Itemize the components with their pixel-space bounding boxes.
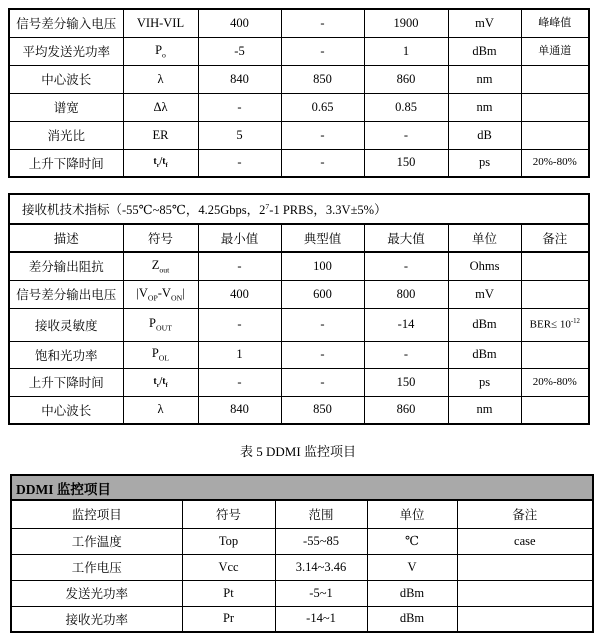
typ-value: - xyxy=(281,149,364,177)
column-header: 备注 xyxy=(457,500,593,528)
max-value: 150 xyxy=(364,368,448,396)
param-name: 谱宽 xyxy=(9,93,123,121)
table-row xyxy=(9,37,589,65)
remark xyxy=(521,280,589,308)
param-symbol: Δλ xyxy=(123,93,198,121)
remark: 20%-80% xyxy=(521,149,589,177)
typ-value: - xyxy=(281,368,364,396)
table-row xyxy=(9,368,589,396)
table-row xyxy=(9,308,589,341)
unit: nm xyxy=(448,93,521,121)
range-value: -55~85 xyxy=(275,528,367,554)
min-value: 400 xyxy=(198,280,281,308)
max-value: - xyxy=(364,341,448,368)
remark xyxy=(521,121,589,149)
column-header: 符号 xyxy=(182,500,275,528)
column-header: 描述 xyxy=(9,224,123,252)
table-caption: 表 5 DDMI 监控项目 xyxy=(240,444,356,459)
min-value: - xyxy=(198,368,281,396)
table-header-row xyxy=(9,224,589,252)
unit: ps xyxy=(448,149,521,177)
max-value: 150 xyxy=(364,149,448,177)
param-symbol: VIH-VIL xyxy=(123,9,198,37)
table-row xyxy=(9,341,589,368)
table-row xyxy=(11,580,593,606)
column-header: 备注 xyxy=(521,224,589,252)
param-name: 上升下降时间 xyxy=(9,368,123,396)
max-value: 860 xyxy=(364,65,448,93)
remark: 峰峰值 xyxy=(521,9,589,37)
min-value: 400 xyxy=(198,9,281,37)
param-symbol: λ xyxy=(123,396,198,424)
param-name: 中心波长 xyxy=(9,65,123,93)
remark xyxy=(521,65,589,93)
min-value: - xyxy=(198,93,281,121)
range-value: 3.14~3.46 xyxy=(275,554,367,580)
table-header-row xyxy=(11,500,593,528)
table-row xyxy=(9,121,589,149)
max-value: 860 xyxy=(364,396,448,424)
max-value: 0.85 xyxy=(364,93,448,121)
max-value: -14 xyxy=(364,308,448,341)
max-value: 800 xyxy=(364,280,448,308)
column-header: 典型值 xyxy=(281,224,364,252)
min-value: 840 xyxy=(198,396,281,424)
table-row xyxy=(11,528,593,554)
remark: 单通道 xyxy=(521,37,589,65)
param-symbol: ER xyxy=(123,121,198,149)
min-value: 5 xyxy=(198,121,281,149)
typ-value: - xyxy=(281,9,364,37)
param-name: 上升下降时间 xyxy=(9,149,123,177)
document-page xyxy=(0,8,603,633)
typ-value: - xyxy=(281,341,364,368)
unit: dBm xyxy=(448,37,521,65)
table-row xyxy=(9,252,589,280)
monitor-item: 工作温度 xyxy=(11,528,182,554)
param-symbol: $|V_{OP}-V_{ON}|$ xyxy=(123,280,198,308)
max-value: 1 xyxy=(364,37,448,65)
unit: V xyxy=(367,554,457,580)
table-title-row xyxy=(9,194,589,224)
param-symbol: Vcc xyxy=(182,554,275,580)
column-header: 符号 xyxy=(123,224,198,252)
unit: ps xyxy=(448,368,521,396)
remark xyxy=(521,252,589,280)
param-name: 平均发送光功率 xyxy=(9,37,123,65)
unit: dBm xyxy=(448,308,521,341)
column-header: 监控项目 xyxy=(11,500,182,528)
table-row xyxy=(9,149,589,177)
monitor-item: 发送光功率 xyxy=(11,580,182,606)
max-value: 1900 xyxy=(364,9,448,37)
ddmi-table xyxy=(10,474,594,633)
remark xyxy=(521,93,589,121)
param-symbol: $t_r/t_f$ xyxy=(123,368,198,396)
typ-value: - xyxy=(281,37,364,65)
param-symbol: $P_{OUT}$ xyxy=(123,308,198,341)
column-header: 最小值 xyxy=(198,224,281,252)
remark xyxy=(521,341,589,368)
transmitter-spec-table xyxy=(8,8,590,178)
unit: dBm xyxy=(367,606,457,632)
remark xyxy=(457,554,593,580)
column-header: 最大值 xyxy=(364,224,448,252)
param-symbol: $P_o$ xyxy=(123,37,198,65)
unit: mV xyxy=(448,280,521,308)
table-row xyxy=(9,93,589,121)
param-name: 差分输出阻抗 xyxy=(9,252,123,280)
monitor-item: 工作电压 xyxy=(11,554,182,580)
param-symbol: $P_{OL}$ xyxy=(123,341,198,368)
typ-value: - xyxy=(281,308,364,341)
range-value: -5~1 xyxy=(275,580,367,606)
remark: 20%-80% xyxy=(521,368,589,396)
typ-value: 850 xyxy=(281,65,364,93)
unit: dBm xyxy=(448,341,521,368)
column-header: 范围 xyxy=(275,500,367,528)
remark xyxy=(521,396,589,424)
column-header: 单位 xyxy=(367,500,457,528)
param-name: 消光比 xyxy=(9,121,123,149)
param-symbol: Pt xyxy=(182,580,275,606)
unit: dB xyxy=(448,121,521,149)
remark xyxy=(457,606,593,632)
table-row xyxy=(11,606,593,632)
monitor-item: 接收光功率 xyxy=(11,606,182,632)
min-value: - xyxy=(198,308,281,341)
min-value: 840 xyxy=(198,65,281,93)
table-row xyxy=(9,9,589,37)
column-header: 单位 xyxy=(448,224,521,252)
remark xyxy=(457,580,593,606)
unit: mV xyxy=(448,9,521,37)
typ-value: - xyxy=(281,121,364,149)
table-row xyxy=(11,554,593,580)
receiver-table-title: 接收机技术指标（-55℃~85℃，4.25Gbps，$2^7-1$ PRBS，3.3V±5%） xyxy=(9,194,589,224)
typ-value: 100 xyxy=(281,252,364,280)
remark: $BER\le 10^{-12}$ xyxy=(521,308,589,341)
min-value: - xyxy=(198,149,281,177)
unit: Ohms xyxy=(448,252,521,280)
param-symbol: $Z_{out}$ xyxy=(123,252,198,280)
table-row xyxy=(9,280,589,308)
param-name: 信号差分输出电压 xyxy=(9,280,123,308)
min-value: - xyxy=(198,252,281,280)
unit: nm xyxy=(448,396,521,424)
param-name: 接收灵敏度 xyxy=(9,308,123,341)
table-row xyxy=(9,65,589,93)
param-name: 信号差分输入电压 xyxy=(9,9,123,37)
ddmi-band-title: DDMI 监控项目 xyxy=(11,475,593,500)
receiver-spec-table xyxy=(8,193,590,425)
param-symbol: λ xyxy=(123,65,198,93)
param-name: 中心波长 xyxy=(9,396,123,424)
unit: dBm xyxy=(367,580,457,606)
unit: ℃ xyxy=(367,528,457,554)
remark: case xyxy=(457,528,593,554)
typ-value: 0.65 xyxy=(281,93,364,121)
param-name: 饱和光功率 xyxy=(9,341,123,368)
ddmi-band-row xyxy=(11,475,593,500)
typ-value: 600 xyxy=(281,280,364,308)
unit: nm xyxy=(448,65,521,93)
typ-value: 850 xyxy=(281,396,364,424)
min-value: 1 xyxy=(198,341,281,368)
max-value: - xyxy=(364,121,448,149)
param-symbol: Top xyxy=(182,528,275,554)
param-symbol: $t_r/t_f$ xyxy=(123,149,198,177)
min-value: -5 xyxy=(198,37,281,65)
param-symbol: Pr xyxy=(182,606,275,632)
table-row xyxy=(9,396,589,424)
range-value: -14~1 xyxy=(275,606,367,632)
max-value: - xyxy=(364,252,448,280)
